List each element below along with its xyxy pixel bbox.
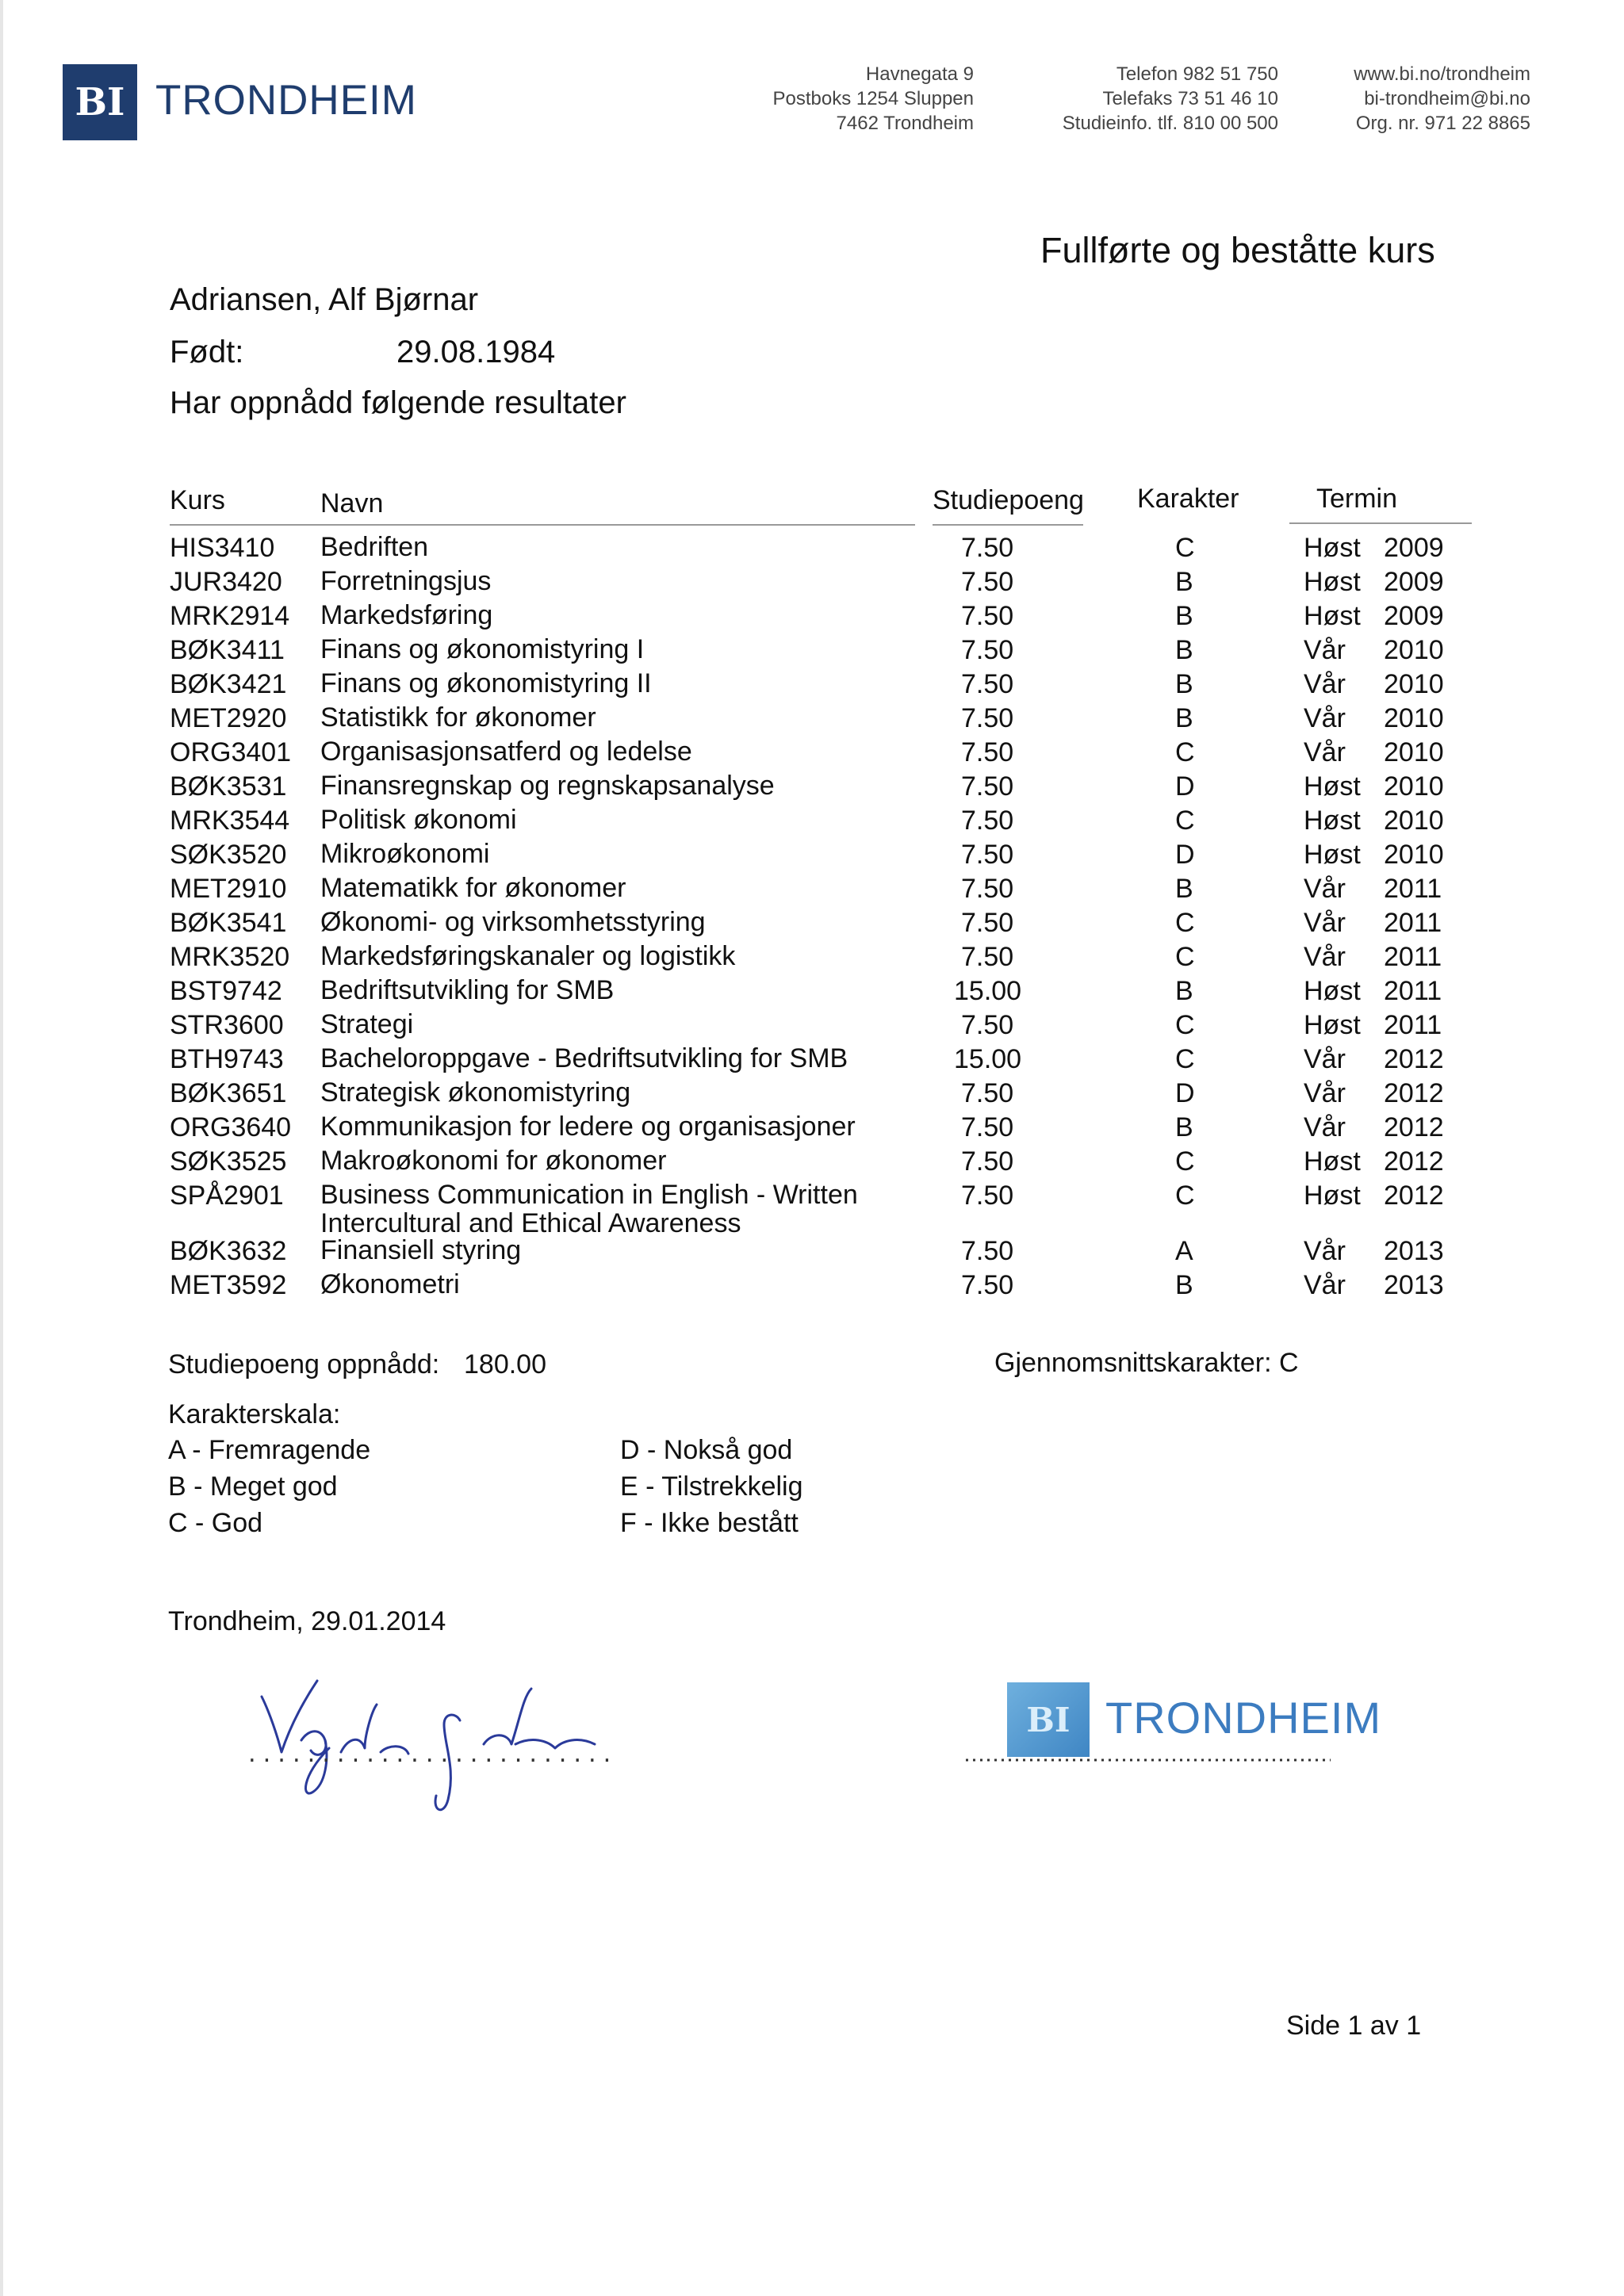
phone-line: Telefon 982 51 750 (1116, 63, 1278, 85)
address-line: Havnegata 9 (865, 63, 974, 85)
header-rule (1289, 522, 1472, 524)
course-code: ORG3640 (170, 1112, 292, 1142)
course-code: MET2920 (170, 703, 287, 733)
course-name: Kommunikasjon for ledere og organisasjoner (320, 1112, 856, 1142)
course-code: STR3600 (170, 1010, 284, 1040)
course-name: Bedriftsutvikling for SMB (320, 975, 615, 1005)
address-line: Postboks 1254 Sluppen (772, 88, 974, 109)
web-line: bi-trondheim@bi.no (1364, 88, 1530, 109)
grade-scale-title: Karakterskala: (168, 1399, 341, 1429)
course-credits: 7.50 (961, 567, 1014, 597)
course-year: 2010 (1384, 806, 1444, 836)
course-semester: Høst (1304, 771, 1361, 802)
bi-logo-text: TRONDHEIM (155, 77, 417, 124)
course-grade: B (1175, 669, 1193, 699)
course-semester: Vår (1304, 703, 1346, 733)
course-name: Forretningsjus (320, 566, 492, 596)
address-line: 7462 Trondheim (836, 113, 974, 134)
course-year: 2009 (1384, 567, 1444, 597)
course-grade: C (1175, 908, 1195, 938)
course-code: MRK3544 (170, 806, 290, 836)
course-semester: Vår (1304, 874, 1346, 904)
course-grade: C (1175, 1044, 1195, 1074)
course-credits: 7.50 (961, 601, 1014, 631)
course-credits: 7.50 (961, 806, 1014, 836)
credits-label: Studiepoeng oppnådd: (168, 1349, 440, 1380)
average-label: Gjennomsnittskarakter: (994, 1348, 1272, 1378)
course-grade: B (1175, 567, 1193, 597)
course-name: Økonometri (320, 1269, 460, 1299)
course-semester: Høst (1304, 533, 1361, 563)
course-name: Politisk økonomi (320, 805, 517, 835)
page-number: Side 1 av 1 (1286, 2011, 1422, 2041)
course-year: 2010 (1384, 703, 1444, 733)
course-credits: 7.50 (961, 908, 1014, 938)
course-semester: Høst (1304, 1181, 1361, 1211)
course-name: Mikroøkonomi (320, 839, 490, 869)
course-name: Strategisk økonomistyring (320, 1077, 631, 1108)
course-year: 2011 (1384, 1010, 1442, 1040)
grade-scale-item: D - Nokså god (620, 1435, 793, 1465)
course-semester: Vår (1304, 1078, 1346, 1108)
course-semester: Høst (1304, 840, 1361, 870)
header-phones (1007, 62, 1278, 136)
stamp-logo-mark: BI (1007, 1682, 1090, 1757)
course-semester: Høst (1304, 601, 1361, 631)
course-credits: 7.50 (961, 1010, 1014, 1040)
course-name: Organisasjonsatferd og ledelse (320, 737, 692, 767)
course-credits: 7.50 (961, 1181, 1014, 1211)
course-year: 2009 (1384, 601, 1444, 631)
course-grade: B (1175, 703, 1193, 733)
course-semester: Vår (1304, 1044, 1346, 1074)
grade-scale-item: F - Ikke bestått (620, 1508, 799, 1538)
grade-scale-item: C - God (168, 1508, 263, 1538)
course-credits: 7.50 (961, 1270, 1014, 1300)
course-code: BØK3632 (170, 1236, 287, 1266)
credits-value: 180.00 (464, 1349, 546, 1380)
course-code: BØK3421 (170, 669, 287, 699)
course-grade: B (1175, 1270, 1193, 1300)
course-semester: Vår (1304, 669, 1346, 699)
header-kurs: Kurs (170, 485, 225, 515)
born-date: 29.08.1984 (396, 335, 556, 369)
course-name: Bacheloroppgave - Bedriftsutvikling for SMB (320, 1043, 848, 1073)
course-grade: C (1175, 806, 1195, 836)
course-grade: B (1175, 976, 1193, 1006)
header-rule (170, 524, 915, 526)
course-year: 2009 (1384, 533, 1444, 563)
phone-line: Telefaks 73 51 46 10 (1102, 88, 1278, 109)
course-credits: 7.50 (961, 1146, 1014, 1177)
course-grade: C (1175, 942, 1195, 972)
place-and-date: Trondheim, 29.01.2014 (168, 1606, 446, 1636)
course-grade: D (1175, 1078, 1195, 1108)
course-code: MET3592 (170, 1270, 287, 1300)
course-semester: Høst (1304, 1146, 1361, 1177)
course-name: Markedsføringskanaler og logistikk (320, 941, 736, 971)
course-credits: 7.50 (961, 1236, 1014, 1266)
course-grade: A (1175, 1236, 1193, 1266)
course-name: Matematikk for økonomer (320, 873, 626, 903)
course-credits: 7.50 (961, 669, 1014, 699)
header-karakter: Karakter (1137, 484, 1239, 514)
course-year: 2012 (1384, 1181, 1444, 1211)
course-name: Finans og økonomistyring I (320, 634, 645, 664)
grade-scale-item: A - Fremragende (168, 1435, 371, 1465)
course-grade: C (1175, 533, 1195, 563)
course-year: 2013 (1384, 1236, 1444, 1266)
course-credits: 15.00 (954, 976, 1022, 1006)
document-title: Fullførte og beståtte kurs (1040, 230, 1435, 270)
course-code: JUR3420 (170, 567, 282, 597)
stamp-logo-text: TRONDHEIM (1105, 1693, 1382, 1743)
header-web (1300, 62, 1530, 136)
course-year: 2010 (1384, 771, 1444, 802)
course-credits: 7.50 (961, 737, 1014, 767)
header-navn: Navn (320, 488, 384, 519)
course-name: Finansregnskap og regnskapsanalyse (320, 771, 775, 801)
course-semester: Vår (1304, 942, 1346, 972)
course-code: SØK3520 (170, 840, 287, 870)
header-studiepoeng: Studiepoeng (933, 485, 1084, 515)
course-code: MRK2914 (170, 601, 290, 631)
course-name: Business Communication in English - Written Intercultural and Ethical Awareness (320, 1180, 858, 1238)
course-name: Bedriften (320, 532, 429, 562)
course-semester: Vår (1304, 1112, 1346, 1142)
course-semester: Høst (1304, 976, 1361, 1006)
born-label: Født: (170, 335, 244, 369)
course-credits: 7.50 (961, 703, 1014, 733)
course-code: SØK3525 (170, 1146, 287, 1177)
course-grade: C (1175, 737, 1195, 767)
course-name: Finansiell styring (320, 1235, 522, 1265)
course-year: 2012 (1384, 1078, 1444, 1108)
course-grade: B (1175, 874, 1193, 904)
course-code: MET2910 (170, 874, 287, 904)
course-code: SPÅ2901 (170, 1181, 284, 1211)
course-credits: 7.50 (961, 942, 1014, 972)
course-credits: 7.50 (961, 874, 1014, 904)
course-semester: Vår (1304, 908, 1346, 938)
course-credits: 7.50 (961, 1112, 1014, 1142)
course-name: Strategi (320, 1009, 414, 1039)
course-code: BØK3411 (170, 635, 285, 665)
course-grade: B (1175, 635, 1193, 665)
course-code: BTH9743 (170, 1044, 284, 1074)
course-name: Statistikk for økonomer (320, 702, 596, 733)
course-name: Finans og økonomistyring II (320, 668, 652, 698)
course-grade: C (1175, 1181, 1195, 1211)
course-semester: Vår (1304, 1270, 1346, 1300)
course-code: BØK3531 (170, 771, 287, 802)
course-credits: 15.00 (954, 1044, 1022, 1074)
course-year: 2011 (1384, 976, 1442, 1006)
stamp-dotted-line (966, 1752, 1331, 1768)
web-line: www.bi.no/trondheim (1354, 63, 1530, 85)
course-semester: Vår (1304, 737, 1346, 767)
course-credits: 7.50 (961, 771, 1014, 802)
average-value: C (1279, 1348, 1299, 1378)
course-semester: Vår (1304, 1236, 1346, 1266)
header-address (737, 62, 974, 136)
course-code: HIS3410 (170, 533, 275, 563)
course-grade: D (1175, 771, 1195, 802)
course-name: Økonomi- og virksomhetsstyring (320, 907, 706, 937)
course-semester: Høst (1304, 806, 1361, 836)
course-semester: Høst (1304, 1010, 1361, 1040)
web-line: Org. nr. 971 22 8865 (1355, 113, 1530, 134)
svg-text:.........................: ......................... (246, 1743, 616, 1767)
course-year: 2011 (1384, 942, 1442, 972)
course-year: 2013 (1384, 1270, 1444, 1300)
scan-edge (0, 0, 3, 2296)
grade-scale-item: B - Meget god (168, 1471, 338, 1502)
course-year: 2010 (1384, 737, 1444, 767)
course-year: 2011 (1384, 908, 1442, 938)
course-grade: B (1175, 601, 1193, 631)
course-credits: 7.50 (961, 533, 1014, 563)
course-name: Markedsføring (320, 600, 493, 630)
course-credits: 7.50 (961, 635, 1014, 665)
course-grade: B (1175, 1112, 1193, 1142)
course-name: Makroøkonomi for økonomer (320, 1146, 667, 1176)
course-year: 2010 (1384, 635, 1444, 665)
course-grade: D (1175, 840, 1195, 870)
course-credits: 7.50 (961, 840, 1014, 870)
signature-image (246, 1665, 626, 1816)
course-year: 2012 (1384, 1146, 1444, 1177)
course-grade: C (1175, 1146, 1195, 1177)
results-intro: Har oppnådd følgende resultater (170, 385, 626, 420)
course-year: 2010 (1384, 840, 1444, 870)
course-year: 2010 (1384, 669, 1444, 699)
header-rule (933, 524, 1083, 526)
student-name: Adriansen, Alf Bjørnar (170, 282, 479, 317)
bi-logo-mark: BI (63, 64, 137, 140)
course-grade: C (1175, 1010, 1195, 1040)
course-year: 2012 (1384, 1112, 1444, 1142)
course-code: BØK3651 (170, 1078, 287, 1108)
course-code: BST9742 (170, 976, 282, 1006)
course-code: MRK3520 (170, 942, 290, 972)
course-year: 2011 (1384, 874, 1442, 904)
course-code: BØK3541 (170, 908, 287, 938)
header-termin: Termin (1316, 484, 1398, 514)
course-year: 2012 (1384, 1044, 1444, 1074)
grade-scale-item: E - Tilstrekkelig (620, 1471, 803, 1502)
course-semester: Vår (1304, 635, 1346, 665)
phone-line: Studieinfo. tlf. 810 00 500 (1062, 113, 1278, 134)
course-credits: 7.50 (961, 1078, 1014, 1108)
course-semester: Høst (1304, 567, 1361, 597)
course-code: ORG3401 (170, 737, 292, 767)
